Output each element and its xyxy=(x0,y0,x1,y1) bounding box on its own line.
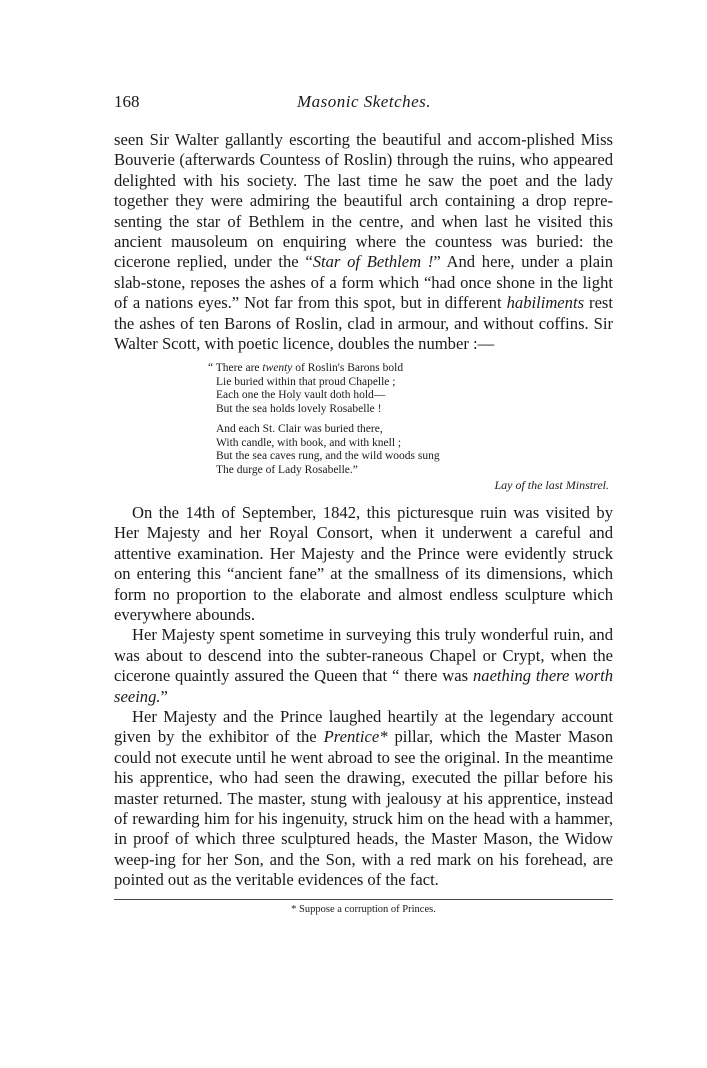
verse-line: “ There are twenty of Roslin's Barons bold xyxy=(208,362,404,375)
verse-line: With candle, with book, and with knell ; xyxy=(216,436,402,449)
footnote: * Suppose a corruption of Princes. xyxy=(291,903,436,915)
page-header xyxy=(114,92,614,120)
page-number: 168 xyxy=(114,92,140,111)
verse-line: Each one the Holy vault doth hold— xyxy=(216,389,386,402)
footnote-rule xyxy=(114,899,613,900)
running-title: Masonic Sketches. xyxy=(296,92,432,111)
paragraph-prentice-pillar: Her Majesty and the Prince laughed heartily at the legendary account given by the exhibitor of the Prentice* pillar, which the Master Mason could not execute until he went abroad to see the original. In the meantime his apprentice, who had seen the drawing, executed the pillar before his master returned. The master, stung with jealousy at his apprentice, instead of rewarding him for his ingenuity, struck him on the head with a hammer, in proof of which three sculptured heads, the Master Mason, the Widow weep-ing for her Son, and the Son, with a red mark on his forehead, are pointed out as the veritable evidences of the fact. xyxy=(114,707,613,890)
verse-quotation xyxy=(208,362,613,493)
verse-line: But the sea holds lovely Rosabelle ! xyxy=(216,402,382,415)
page-body xyxy=(114,130,613,915)
paragraph-royal-visit: On the 14th of September, 1842, this picturesque ruin was visited by Her Majesty and her Royal Consort, when it underwent a careful and attentive examination. Her Majesty and the Prince were evidently struck on entering this “ancient fane” at the smallness of its dimensions, which form no proportion to the elaborate and almost endless sculpture which everywhere abounds. xyxy=(114,502,613,624)
paragraph-sir-walter: seen Sir Walter gallantly escorting the beautiful and accom-plished Miss Bouverie (afterwards Countess of Roslin) through the ruins, who appeared delighted with his society. The last time he saw the poet and the lady together they were admiring the beautiful arch containing a drop repre-senting the star of Bethlem in the centre, and when last he visited this ancient mausoleum on enquiring where the countess was buried: the cicerone replied, under the “Star of Bethlem !” And here, under a plain slab-stone, reposes the ashes of a form which “had once shone in the light of a nations eyes.” Not far from this spot, but in different habiliments rest the ashes of ten Barons of Roslin, clad in armour, and without coffins. Sir Walter Scott, with poetic licence, doubles the number :— xyxy=(114,130,614,354)
verse-citation: Lay of the last Minstrel. xyxy=(494,478,609,493)
verse-line: Lie buried within that proud Chapelle ; xyxy=(216,375,396,388)
verse-line: And each St. Clair was buried there, xyxy=(216,423,383,436)
paragraph-crypt: Her Majesty spent sometime in surveying this truly wonderful ruin, and was about to descend into the subter-raneous Chapel or Crypt, when the cicerone quaintly assured the Queen that “ there was naething there worth seeing.” xyxy=(114,625,613,706)
verse-line: The durge of Lady Rosabelle.” xyxy=(216,463,358,476)
verse-line: But the sea caves rung, and the wild woods sung xyxy=(216,450,440,463)
stanza-gap xyxy=(208,416,613,423)
